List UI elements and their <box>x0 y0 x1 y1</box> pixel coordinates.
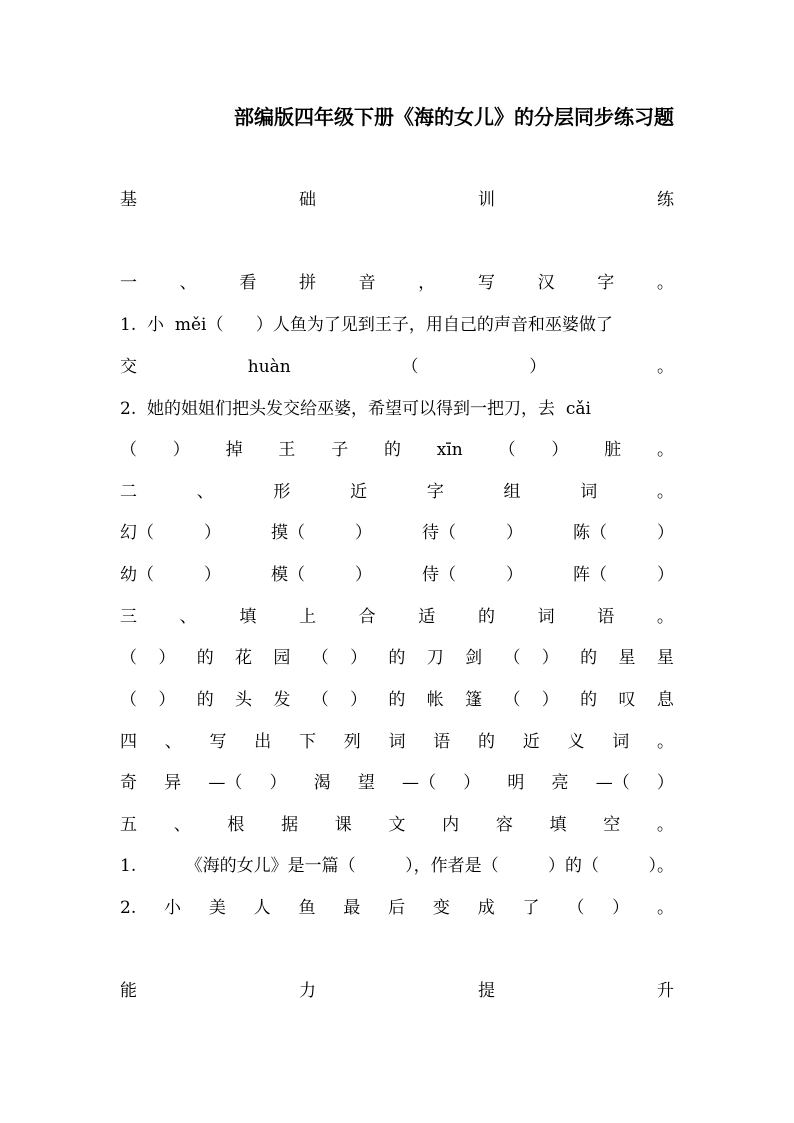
text-token: 、 <box>179 607 197 627</box>
text-token: （ <box>503 690 521 710</box>
question-1-item-2-line-2 <box>120 437 674 463</box>
text-token: 训 <box>478 190 495 210</box>
text-token: （ <box>503 648 521 668</box>
text-token: ）。 <box>648 856 674 876</box>
text-token: 础 <box>299 190 316 210</box>
text-token: 合 <box>358 607 376 627</box>
text-token: 小 <box>164 898 182 918</box>
text-token: 文 <box>388 815 406 835</box>
text-token: 练 <box>657 190 674 210</box>
text-token: 交 <box>120 357 137 377</box>
text-token: 一 <box>120 273 137 293</box>
text-token: ） <box>355 523 372 543</box>
text-token: 幼（ <box>120 565 154 585</box>
text-token: （ <box>498 440 516 460</box>
text-token: 二 <box>120 482 137 502</box>
text-token: 列 <box>343 732 361 752</box>
text-token: 望 <box>357 773 375 793</box>
question-5-heading <box>120 812 674 838</box>
question-1-item-1-line-2 <box>120 354 674 380</box>
text-token: 三 <box>120 607 137 627</box>
text-token: 星 <box>618 648 636 668</box>
text-token: ） <box>269 773 287 793</box>
text-token: 。 <box>656 357 674 377</box>
text-token: 出 <box>254 732 272 752</box>
text-token: 空 <box>603 815 621 835</box>
text-token: ） <box>551 440 569 460</box>
text-token: 的 <box>388 690 406 710</box>
text-token: 篷 <box>465 690 483 710</box>
text-token: 发 <box>273 690 291 710</box>
text-token: 美 <box>208 898 226 918</box>
text-token: 填 <box>549 815 567 835</box>
text-token: 看 <box>239 273 257 293</box>
text-token: 最 <box>343 898 361 918</box>
question-3-row-2 <box>120 687 674 713</box>
question-4-row <box>120 770 674 796</box>
text-token: 成 <box>477 898 495 918</box>
text-token: 脏 <box>604 440 622 460</box>
text-token: 词 <box>580 482 598 502</box>
text-token: 星 <box>656 648 674 668</box>
text-token: ， <box>418 273 436 293</box>
text-token: 近 <box>350 482 368 502</box>
text-token: ） <box>506 523 523 543</box>
text-token: ） <box>657 565 674 585</box>
text-token: 汉 <box>537 273 555 293</box>
text-token: 叹 <box>618 690 636 710</box>
text-token: 四 <box>120 732 137 752</box>
text-token: —（ <box>208 773 243 793</box>
text-token: （ <box>401 357 419 377</box>
text-token: 。 <box>656 607 674 627</box>
text-token: 、 <box>196 482 214 502</box>
text-token: 亮 <box>551 773 569 793</box>
text-token: 写 <box>477 273 495 293</box>
text-token: 义 <box>567 732 585 752</box>
question-2-heading <box>120 479 674 505</box>
text-token: 摸（ <box>271 523 305 543</box>
text-token: ） <box>204 565 221 585</box>
question-1-heading <box>120 270 674 296</box>
question-5-item-1 <box>120 853 674 879</box>
text-token: 。 <box>656 898 674 918</box>
text-token: 组 <box>503 482 521 502</box>
text-token: 词 <box>388 732 406 752</box>
text-token: ）的（ <box>548 856 600 876</box>
text-token: 、 <box>173 815 191 835</box>
text-token: ） <box>463 773 481 793</box>
text-token: ） <box>541 690 559 710</box>
text-token: （ <box>311 690 329 710</box>
text-token: 的 <box>478 732 495 752</box>
text-token: 的 <box>196 690 214 710</box>
text-token: 升 <box>657 981 674 1001</box>
text-token: 的 <box>388 648 406 668</box>
text-token: 字 <box>426 482 444 502</box>
text-token: ） <box>612 898 630 918</box>
text-token: 上 <box>298 607 316 627</box>
text-token: 形 <box>273 482 291 502</box>
text-token: 的 <box>477 607 495 627</box>
text-token: 语 <box>597 607 615 627</box>
text-token: 。 <box>656 815 674 835</box>
text-token: 适 <box>418 607 436 627</box>
text-token: 模（ <box>271 565 305 585</box>
text-token: ） <box>506 565 523 585</box>
text-token: 园 <box>273 648 291 668</box>
page-title: 部编版四年级下册《海的女儿》的分层同步练习题 <box>234 105 674 129</box>
text-token: 提 <box>478 981 495 1001</box>
text-token: 人 <box>253 898 271 918</box>
text-token: 1. <box>120 856 137 876</box>
text-token: 词 <box>537 607 555 627</box>
text-token: 阵（ <box>573 565 607 585</box>
text-token: 。 <box>656 273 674 293</box>
text-token: 拼 <box>298 273 316 293</box>
text-token: 五 <box>120 815 137 835</box>
text-token: 力 <box>299 981 316 1001</box>
text-token: 息 <box>656 690 674 710</box>
text-token: 奇 <box>120 773 137 793</box>
text-token: 变 <box>432 898 450 918</box>
text-token: 内 <box>442 815 460 835</box>
text-token: 子 <box>331 440 349 460</box>
text-token: —（ <box>595 773 630 793</box>
question-4-heading <box>120 729 674 755</box>
text-token: 容 <box>495 815 513 835</box>
text-token: ） <box>158 648 176 668</box>
text-token: （ <box>311 648 329 668</box>
text-token: 幻（ <box>120 523 154 543</box>
text-token: ） <box>541 648 559 668</box>
text-token: 写 <box>209 732 227 752</box>
text-token: 的 <box>580 648 598 668</box>
text-token: ） <box>657 523 674 543</box>
text-token: 。 <box>657 732 674 752</box>
text-token: 《海的女儿》是一篇（ <box>185 856 356 876</box>
text-token: 音 <box>358 273 376 293</box>
text-token: 剑 <box>465 648 483 668</box>
question-2-row-1 <box>120 520 674 546</box>
question-5-item-2 <box>120 895 674 921</box>
text-token: 的 <box>383 440 401 460</box>
text-token: ） <box>529 357 547 377</box>
text-token: 异 <box>164 773 182 793</box>
text-token: 填 <box>239 607 257 627</box>
text-token: ） <box>158 690 176 710</box>
text-token: 根 <box>227 815 245 835</box>
text-token: 鱼 <box>298 898 316 918</box>
question-1-item-1-line-1: 1. 小 měi（ ）人鱼为了见到王子，用自己的声音和巫婆做了 <box>120 315 613 335</box>
text-token: 刀 <box>426 648 444 668</box>
text-token: 掉 <box>225 440 243 460</box>
text-token: 待（ <box>422 523 456 543</box>
question-2-row-2 <box>120 562 674 588</box>
text-token: 后 <box>388 898 406 918</box>
text-token: 了 <box>522 898 540 918</box>
text-token: 2. <box>120 898 137 918</box>
text-token: （ <box>120 440 137 460</box>
text-token: 能 <box>120 981 137 1001</box>
text-token: ） <box>172 440 190 460</box>
text-token: 、 <box>164 732 182 752</box>
text-token: 陈（ <box>573 523 607 543</box>
text-token: xīn <box>436 440 463 460</box>
question-3-heading <box>120 604 674 630</box>
text-token: ），作者是（ <box>405 856 499 876</box>
text-token: 语 <box>433 732 451 752</box>
text-token: 。 <box>656 440 674 460</box>
text-token: ） <box>204 523 221 543</box>
text-token: 。 <box>656 482 674 502</box>
text-token: —（ <box>402 773 437 793</box>
text-token: 王 <box>278 440 296 460</box>
text-token: 据 <box>281 815 299 835</box>
text-token: ） <box>350 648 368 668</box>
text-token: 花 <box>235 648 253 668</box>
text-token: 侍（ <box>422 565 456 585</box>
question-1-item-2-line-1: 2. 她的姐姐们把头发交给巫婆，希望可以得到一把刀，去 cǎi <box>120 399 591 419</box>
text-token: ） <box>350 690 368 710</box>
text-token: 下 <box>299 732 316 752</box>
text-token: huàn <box>247 357 291 377</box>
text-token: （ <box>567 898 585 918</box>
text-token: ） <box>656 773 674 793</box>
text-token: 基 <box>120 190 137 210</box>
text-token: 头 <box>235 690 253 710</box>
text-token: （ <box>120 690 137 710</box>
text-token: 的 <box>580 690 598 710</box>
text-token: 课 <box>334 815 352 835</box>
text-token: 近 <box>522 732 540 752</box>
section-heading-improve <box>120 978 674 1004</box>
text-token: 字 <box>597 273 615 293</box>
text-token: 词 <box>612 732 630 752</box>
question-3-row-1 <box>120 645 674 671</box>
text-token: 、 <box>179 273 197 293</box>
text-token: 帐 <box>426 690 444 710</box>
text-token: （ <box>120 648 137 668</box>
text-token: ） <box>355 565 372 585</box>
section-heading-basic <box>120 187 674 213</box>
text-token: 的 <box>196 648 214 668</box>
text-token: 明 <box>507 773 525 793</box>
text-token: 渴 <box>313 773 331 793</box>
